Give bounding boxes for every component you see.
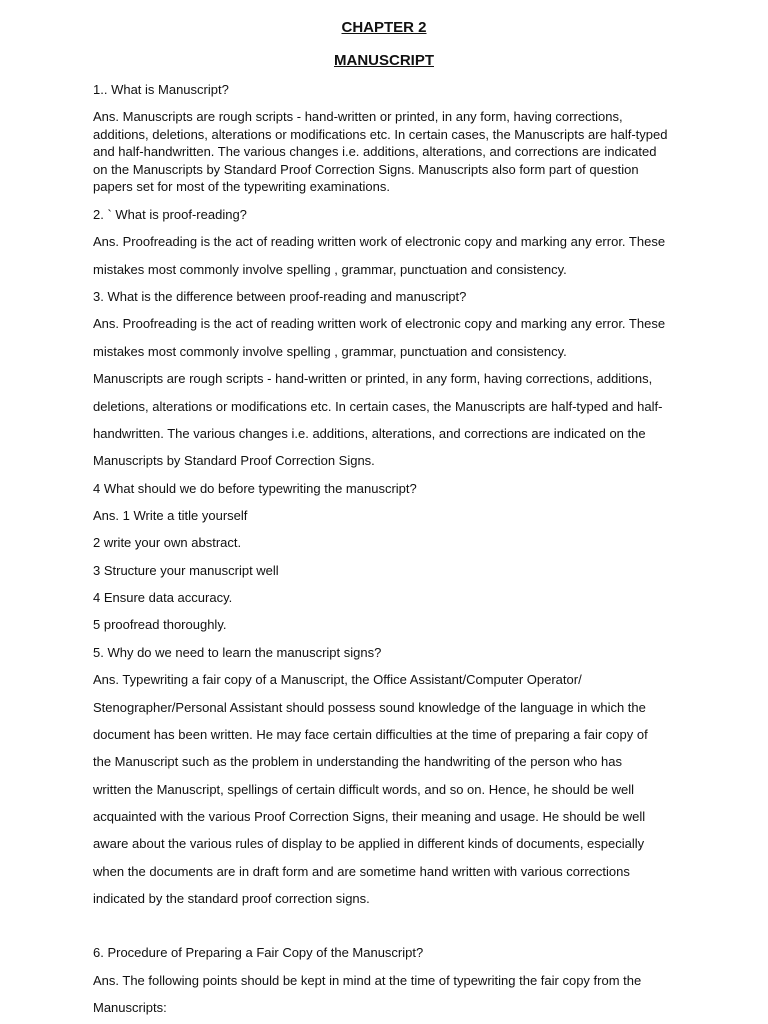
text-line: acquainted with the various Proof Correction Signs, their meaning and usage. He should be well xyxy=(93,809,646,824)
chapter-heading: CHAPTER 2 xyxy=(341,19,427,36)
text-line: Stenographer/Personal Assistant should possess sound knowledge of the language in which the xyxy=(93,700,646,715)
text-line: Ans. Proofreading is the act of reading written work of electronic copy and marking any error. These xyxy=(93,316,666,331)
text-line: additions, deletions, alterations or modifications etc. In certain cases, the Manuscripts are half-typed xyxy=(93,127,668,142)
text-line: mistakes most commonly involve spelling , grammar, punctuation and consistency. xyxy=(93,344,567,359)
text-line: Ans. Proofreading is the act of reading written work of electronic copy and marking any error. These xyxy=(93,234,666,249)
text-line: when the documents are in draft form and are sometime hand written with various corrections xyxy=(93,864,630,879)
text-line: 5 proofread thoroughly. xyxy=(93,617,227,632)
text-line: 6. Procedure of Preparing a Fair Copy of the Manuscript? xyxy=(93,945,424,960)
text-line: and half-handwritten. The various changes i.e. additions, alterations, and corrections are indicated xyxy=(93,144,657,159)
text-line: document has been written. He may face certain difficulties at the time of preparing a fair copy of xyxy=(93,727,648,742)
text-line: Ans. The following points should be kept in mind at the time of typewriting the fair copy from the xyxy=(93,973,642,988)
text-line: 2 write your own abstract. xyxy=(93,535,242,550)
text-line: Manuscripts by Standard Proof Correction Signs. xyxy=(93,453,375,468)
text-line: 3 Structure your manuscript well xyxy=(93,563,279,578)
text-line: Ans. 1 Write a title yourself xyxy=(93,508,248,523)
text-line: 4 What should we do before typewriting the manuscript? xyxy=(93,481,417,496)
document-title: MANUSCRIPT xyxy=(334,52,434,69)
text-line: on the Manuscripts by Standard Proof Correction Signs. Manuscripts also form part of question xyxy=(93,162,639,177)
text-line: 1.. What is Manuscript? xyxy=(93,82,229,97)
text-line: Ans. Typewriting a fair copy of a Manuscript, the Office Assistant/Computer Operator/ xyxy=(93,672,582,687)
text-line: Ans. Manuscripts are rough scripts - hand-written or printed, in any form, having corrections, xyxy=(93,109,623,124)
text-line: indicated by the standard proof correction signs. xyxy=(93,891,370,906)
text-line: written the Manuscript, spellings of certain difficult words, and so on. Hence, he should be well xyxy=(93,782,634,797)
text-line: Manuscripts are rough scripts - hand-written or printed, in any form, having corrections, additions, xyxy=(93,371,653,386)
text-line: 3. What is the difference between proof-reading and manuscript? xyxy=(93,289,467,304)
text-line: papers set for most of the typewriting examinations. xyxy=(93,179,390,194)
text-line: 5. Why do we need to learn the manuscript signs? xyxy=(93,645,382,660)
text-line: mistakes most commonly involve spelling , grammar, punctuation and consistency. xyxy=(93,262,567,277)
text-line: Manuscripts: xyxy=(93,1000,167,1015)
text-line: handwritten. The various changes i.e. additions, alterations, and corrections are indicated on the xyxy=(93,426,646,441)
text-line: the Manuscript such as the problem in understanding the handwriting of the person who has xyxy=(93,754,622,769)
text-line: aware about the various rules of display to be applied in different kinds of documents, especially xyxy=(93,836,645,851)
text-line: deletions, alterations or modifications etc. In certain cases, the Manuscripts are half-typed and half- xyxy=(93,399,663,414)
text-line: 2. ` What is proof-reading? xyxy=(93,207,247,222)
text-line: 4 Ensure data accuracy. xyxy=(93,590,233,605)
